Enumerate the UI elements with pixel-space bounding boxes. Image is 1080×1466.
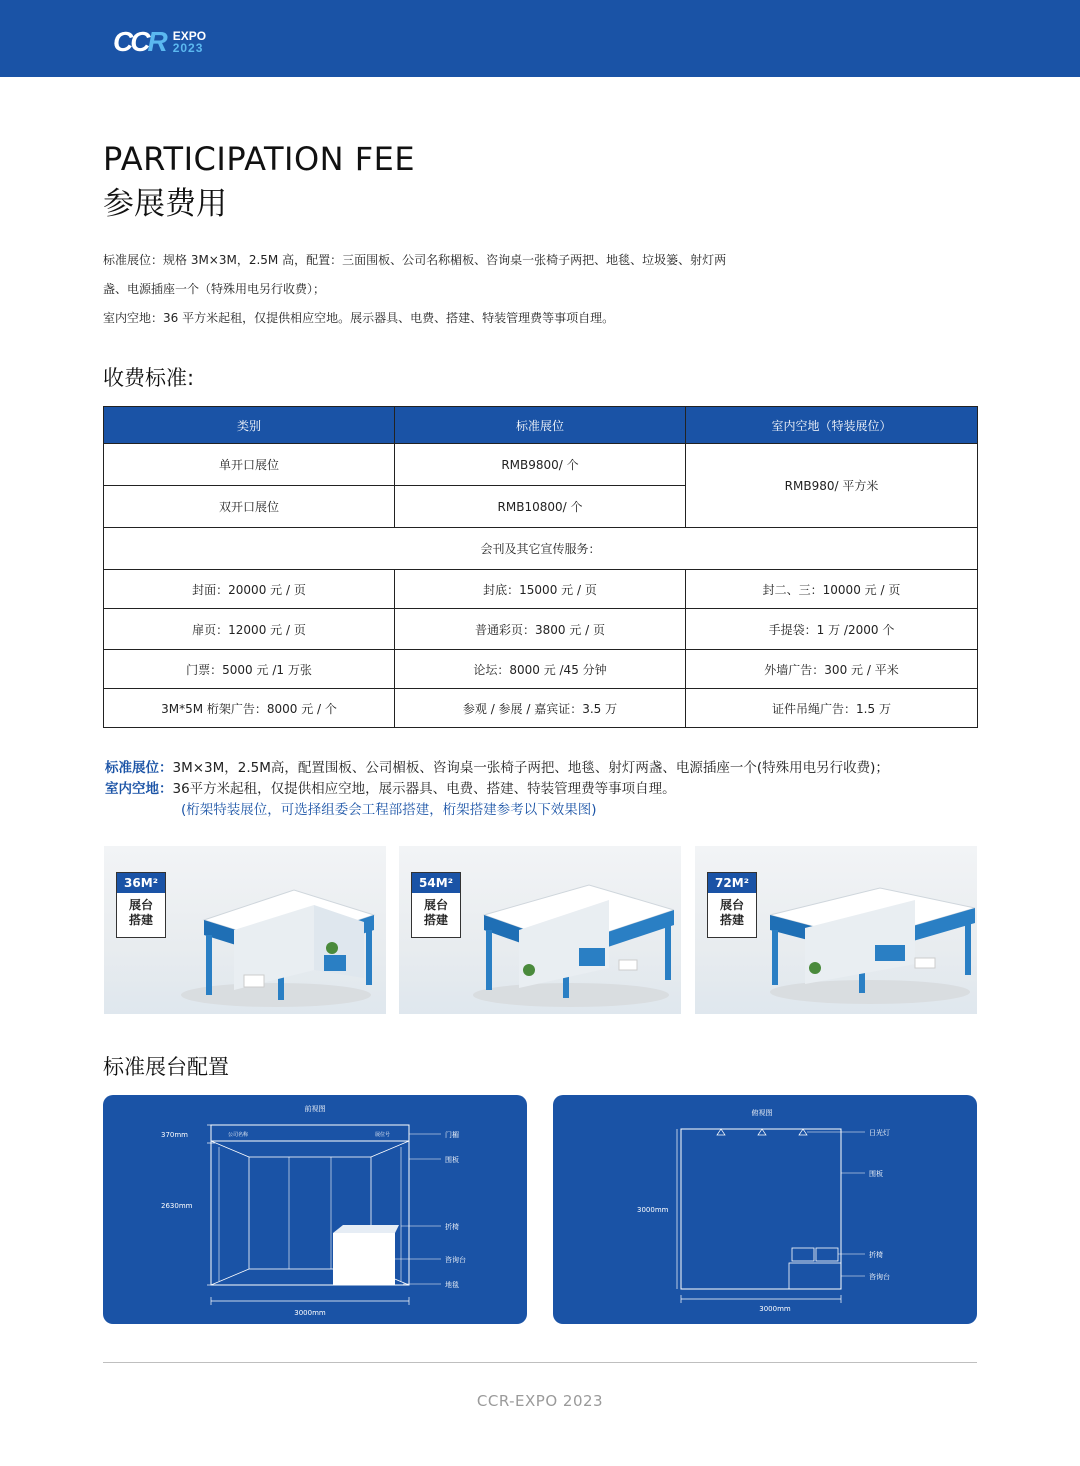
table-row [104,570,978,609]
booth-notes [105,758,889,821]
front-view-diagram [103,1095,527,1324]
logo-mark: CCR [113,26,165,57]
table-row [104,444,978,486]
booth-render-36 [104,846,386,1014]
table-cell: 外墙广告：300 元 / 平米 [686,650,978,689]
callout-label: 折椅 [869,1251,883,1259]
callout-label: 围板 [445,1156,459,1164]
booth-size-tag: 72M² 展台 搭建 [707,872,757,938]
note-text: 36平方米起租，仅提供相应空地，展示器具、电费、搭建、特装管理费等事项自理。 [172,781,676,797]
intro-line: 室内空地：36 平方米起租，仅提供相应空地。展示器具、电费、搭建、特装管理费等事项自理。 [103,311,615,325]
table-cell: 3M*5M 桁架广告：8000 元 / 个 [104,689,395,728]
callout-label: 日光灯 [869,1129,890,1137]
table-cell: 扉页：12000 元 / 页 [104,609,395,650]
table-cell: 论坛：8000 元 /45 分钟 [395,650,686,689]
dim-label: 3000mm [294,1309,326,1317]
table-cell: RMB980/ 平方米 [686,444,978,528]
intro-line: 标准展位：规格 3M×3M，2.5M 高，配置：三面围板、公司名称楣板、咨询桌一张椅子两把、地毯、垃圾篓、射灯两 [103,253,727,267]
logo-year: 2023 [172,41,204,55]
table-cell: 封二、三：10000 元 / 页 [686,570,978,609]
table-cell: RMB9800/ 个 [395,444,686,486]
table-cell: RMB10800/ 个 [395,486,686,528]
table-row [104,528,978,570]
table-row [104,609,978,650]
fee-table [103,406,978,728]
callout-label: 地毯 [445,1281,459,1289]
callout-label: 折椅 [445,1223,459,1231]
intro-line: 盏、电源插座一个（特殊用电另行收费）； [103,282,326,296]
table-cell: 封面：20000 元 / 页 [104,570,395,609]
config-heading: 标准展台配置 [103,1055,229,1079]
top-view-panel [553,1095,977,1324]
dim-label: 370mm [161,1131,188,1139]
booth-illustration [469,860,674,1010]
logo-expo: EXPO [172,29,207,43]
table-row [104,689,978,728]
booth-render-54 [399,846,681,1014]
booth-illustration [765,860,975,1010]
footer-text: CCR-EXPO 2023 [476,1392,604,1410]
note-text: (桁架特装展位，可选择组委会工程部搭建，桁架搭建参考以下效果图) [181,802,597,818]
booth-size-tag: 54M² 展台 搭建 [411,872,461,938]
booth-size-tag: 36M² 展台 搭建 [116,872,166,938]
table-cell: 封底：15000 元 / 页 [395,570,686,609]
table-cell: 双开口展位 [104,486,395,528]
fee-heading: 收费标准: [103,366,195,390]
dim-label: 3000mm [759,1305,791,1313]
ccr-expo-logo [113,28,206,56]
front-view-panel [103,1095,527,1324]
table-cell: 参观 / 参展 / 嘉宾证：3.5 万 [395,689,686,728]
table-cell: 普通彩页：3800 元 / 页 [395,609,686,650]
dim-label: 2630mm [161,1202,193,1210]
fascia-label: 公司名称 [228,1132,249,1138]
callout-label: 门楣 [445,1131,459,1139]
callout-label: 咨询台 [445,1256,466,1264]
table-header-cell: 类别 [104,407,395,444]
intro-text [103,246,803,333]
table-cell: 单开口展位 [104,444,395,486]
dim-label: 3000mm [637,1206,669,1214]
front-view-title: 前视图 [304,1105,326,1113]
callout-label: 围板 [869,1170,883,1178]
footer-divider [103,1362,977,1363]
booth-render-72 [695,846,977,1014]
fascia-label: 展位号 [375,1132,391,1138]
page-title-zh: 参展费用 [103,186,227,222]
table-row [104,650,978,689]
booth-illustration [174,860,379,1010]
header-bar [0,0,1080,77]
note-text: 3M×3M，2.5M高，配置围板、公司楣板、咨询桌一张椅子两把、地毯、射灯两盏、电源插座一个(特殊用电另行收费)； [172,760,889,776]
page-title-en: PARTICIPATION FEE [103,140,416,178]
note-label: 室内空地： [105,781,173,797]
table-cell: 门票：5000 元 /1 万张 [104,650,395,689]
table-cell: 手提袋：1 万 /2000 个 [686,609,978,650]
note-label: 标准展位： [105,760,173,776]
table-header-row [104,407,978,444]
table-header-cell: 室内空地（特装展位） [686,407,978,444]
table-section-title: 会刊及其它宣传服务： [104,528,978,570]
top-view-diagram [553,1095,977,1324]
table-header-cell: 标准展位 [395,407,686,444]
table-cell: 证件吊绳广告：1.5 万 [686,689,978,728]
callout-label: 咨询台 [869,1273,890,1281]
top-view-title: 俯视图 [751,1109,773,1117]
